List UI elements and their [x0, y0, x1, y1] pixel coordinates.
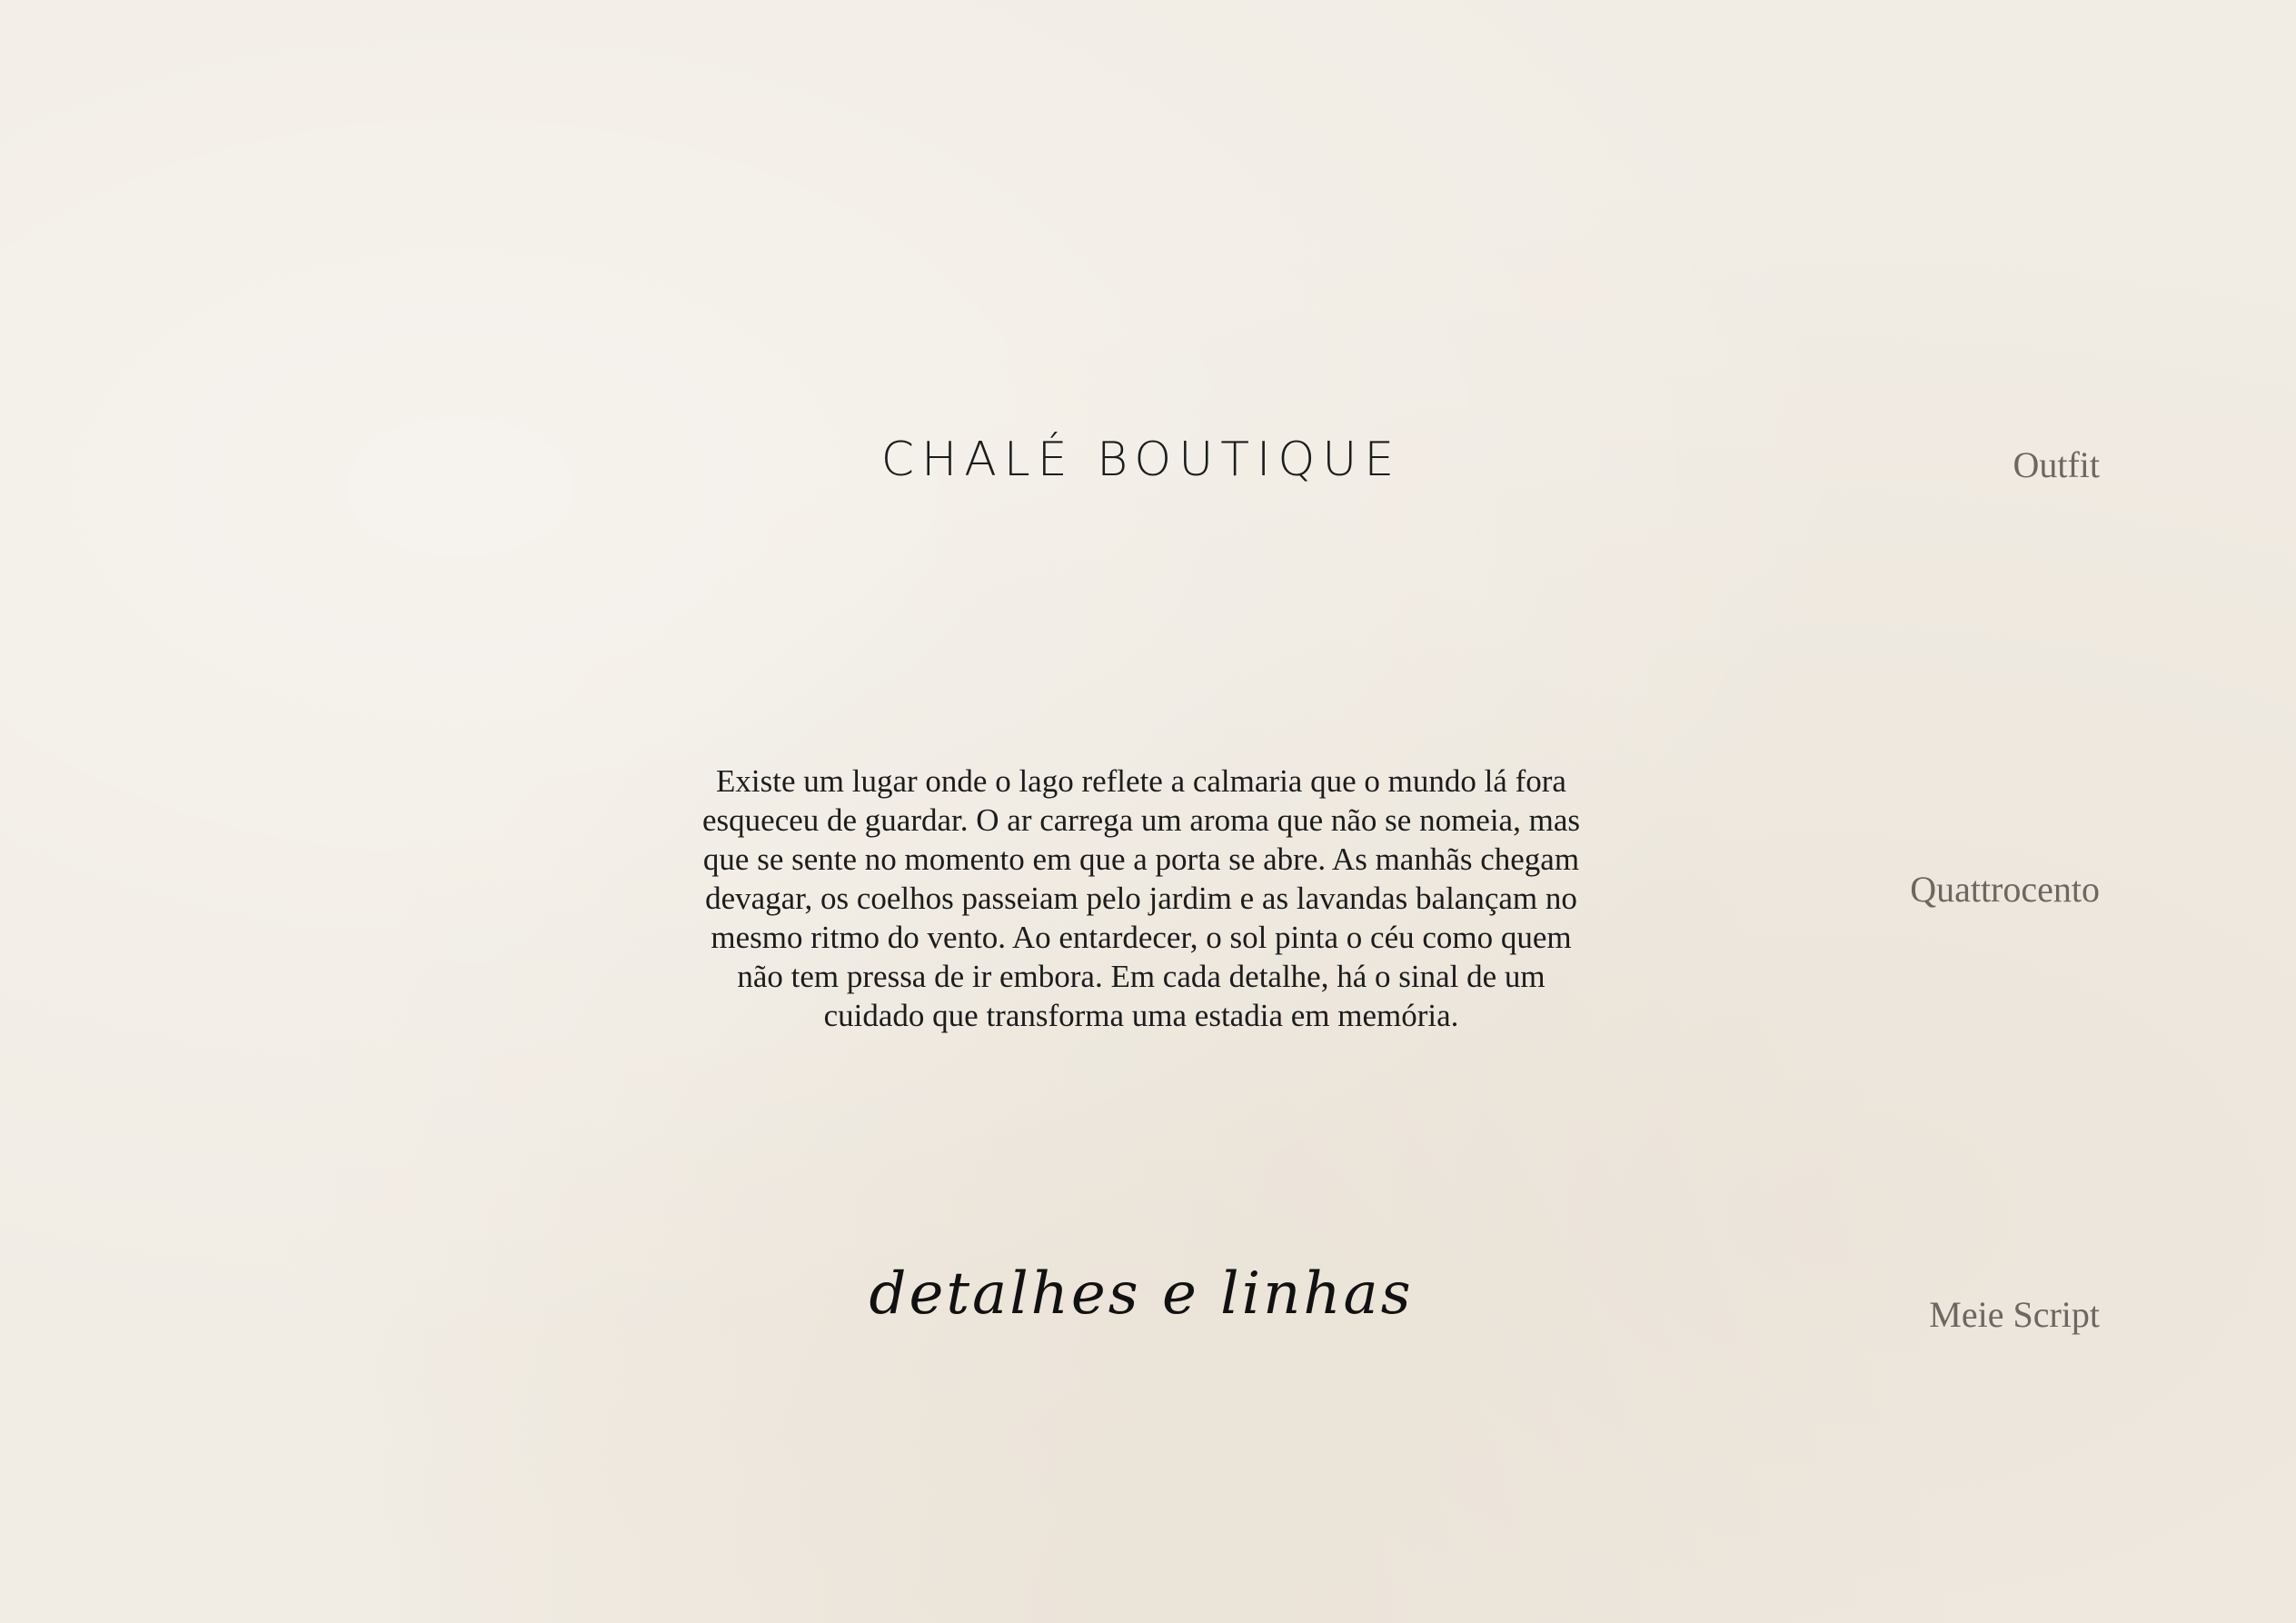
script-font-label: Meie Script: [1929, 1294, 2100, 1335]
body-font-label: Quattrocento: [1910, 869, 2100, 910]
heading-font-label: Outfit: [2013, 444, 2100, 485]
body-sample-paragraph: Existe um lugar onde o lago reflete a calmaria que o mundo lá fora esqueceu de guardar. O ar carrega um aroma que não se nomeia, mas que se sente no momento em que a porta se abre. As manhãs chegam devagar, os coelhos passeiam pelo jardim e as lavandas balançam no mesmo ritmo do vento. Ao entardecer, o sol pinta o céu como quem não tem pressa de ir embora. Em cada detalhe, há o sinal de um cuidado que transforma uma estadia em memória.: [702, 763, 1580, 1033]
heading-sample: CHALÉ BOUTIQUE: [880, 433, 1402, 487]
script-sample: detalhes e linhas: [869, 1260, 1414, 1328]
